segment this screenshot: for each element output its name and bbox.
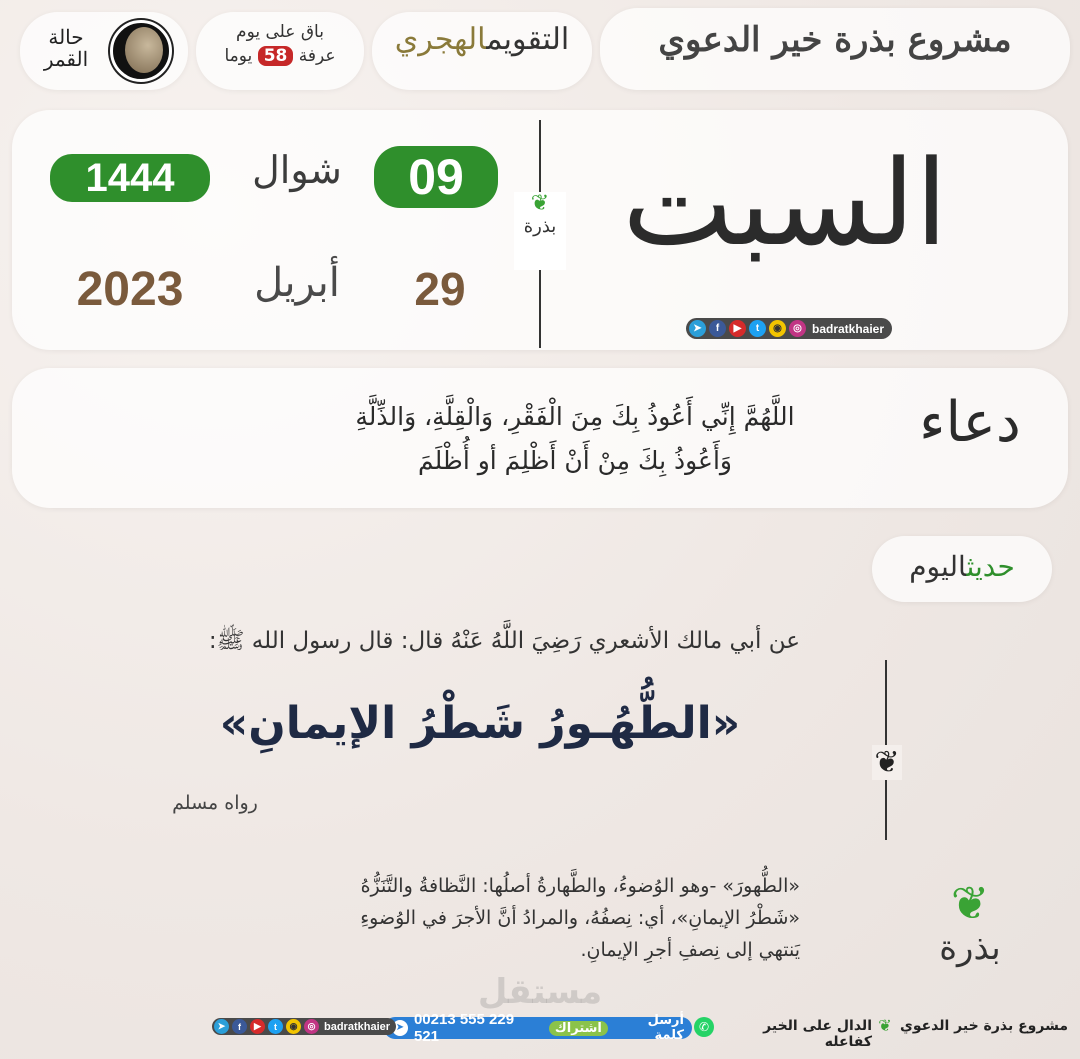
logo-badge: [514, 192, 566, 270]
whatsapp-icon[interactable]: ✆: [694, 1017, 714, 1037]
youtube-icon-bottom[interactable]: ▶: [250, 1019, 265, 1034]
footer-logo-icon: ❦: [878, 1016, 892, 1035]
facebook-icon-bottom[interactable]: f: [232, 1019, 247, 1034]
dua-label: دعاء: [919, 390, 1021, 455]
countdown-suffix: يوما: [224, 46, 253, 66]
ornament-icon: ❦: [872, 745, 902, 780]
dua-text: [270, 395, 880, 483]
hadith-source: رواه مسلم: [172, 792, 258, 814]
dua-line-2: وَأَعُوذُ بِكَ مِنْ أَنْ أَظْلِمَ أو أُظْلَمَ: [418, 446, 732, 475]
countdown-prefix: عرفة: [298, 46, 336, 66]
phone-number[interactable]: 00213 555 229 521: [413, 1011, 515, 1045]
footer-project: مشروع بذرة خير الدعوي: [899, 1018, 1068, 1034]
hadith-explanation: [300, 870, 800, 966]
countdown-line2: [200, 46, 360, 66]
day-name: السبت: [622, 134, 948, 272]
instagram-icon[interactable]: ◎: [789, 320, 806, 337]
greg-day: 29: [414, 263, 466, 315]
social-bar-bottom[interactable]: [212, 1018, 396, 1035]
social-handle-top[interactable]: badratkhaier: [812, 321, 885, 336]
hadith-label-2: اليوم: [909, 550, 967, 583]
countdown-days-badge: 58: [258, 46, 294, 66]
youtube-icon[interactable]: ▶: [729, 320, 746, 337]
sprout-icon: ❦: [530, 191, 550, 216]
facebook-icon[interactable]: f: [709, 320, 726, 337]
logo-bottom: [930, 878, 1010, 998]
greg-year: 2023: [76, 263, 184, 316]
social-bar-top[interactable]: [686, 318, 892, 339]
hadith-label: [880, 550, 1044, 583]
moon-label: حالة القمر: [43, 25, 89, 71]
telegram-icon-footer[interactable]: ➤: [392, 1020, 408, 1036]
hadith-label-1: حديث: [966, 550, 1015, 583]
project-title: مشروع بذرة خير الدعوي: [658, 20, 1012, 60]
dua-line-1: اللَّهُمَّ إِنِّي أَعُوذُ بِكَ مِنَ الْفَقْرِ، وَالْقِلَّةِ، وَالذِّلَّةِ: [355, 402, 795, 431]
logo-text: بذرة: [523, 216, 557, 237]
calendar-title-2: الهجري: [394, 22, 487, 57]
twitter-icon-bottom[interactable]: t: [268, 1019, 283, 1034]
hadith-intro: عن أبي مالك الأشعري رَضِيَ اللَّهُ عَنْهُ قال: قال رسول الله ﷺ:: [208, 628, 800, 654]
countdown-line1: باق على يوم: [236, 22, 324, 42]
explain-line-1: «الطُّهورَ» -وهو الوُضوءُ، والطَّهارةُ أصلُها: النَّظافةُ والتَّنَزُّهُ: [360, 875, 800, 897]
hijri-month: شوال: [252, 148, 342, 192]
snapchat-icon[interactable]: ◉: [769, 320, 786, 337]
subscribe-bar[interactable]: [384, 1011, 692, 1045]
hijri-year-pill: 1444: [50, 154, 210, 202]
calendar-title: [382, 22, 582, 57]
social-handle-bottom[interactable]: badratkhaier: [324, 1020, 391, 1033]
hijri-day-pill: 09: [374, 146, 498, 208]
subscribe-badge[interactable]: اشتراك: [549, 1021, 608, 1036]
sprout-icon-bottom: ❦: [950, 876, 990, 930]
instagram-icon-bottom[interactable]: ◎: [304, 1019, 319, 1034]
watermark: مستقل: [477, 972, 603, 1012]
greg-month: أبريل: [254, 260, 340, 306]
footer-slogan: الدال على الخير كفاعله: [763, 1018, 872, 1050]
footer: [0, 1011, 1080, 1050]
explain-line-3: يَنتهي إلى نِصفِ أجرِ الإيمانِ.: [580, 939, 800, 961]
logo-text-bottom: بذرة: [939, 928, 1001, 968]
countdown: [200, 22, 360, 66]
hadith-text: «الطُّهُـورُ شَطْرُ الإيمانِ»: [219, 698, 741, 749]
explain-line-2: «شَطْرُ الإيمانِ»، أي: نِصفُهُ، والمرادُ أنَّ الأجرَ في الوُضوءِ: [360, 907, 800, 929]
calendar-title-1: التقويم: [486, 22, 570, 57]
twitter-icon[interactable]: t: [749, 320, 766, 337]
snapchat-icon-bottom[interactable]: ◉: [286, 1019, 301, 1034]
send-word-label: أرسل كلمة: [647, 1013, 684, 1043]
telegram-icon[interactable]: ➤: [689, 320, 706, 337]
moon-icon: [110, 20, 172, 82]
telegram-icon-bottom[interactable]: ➤: [214, 1019, 229, 1034]
